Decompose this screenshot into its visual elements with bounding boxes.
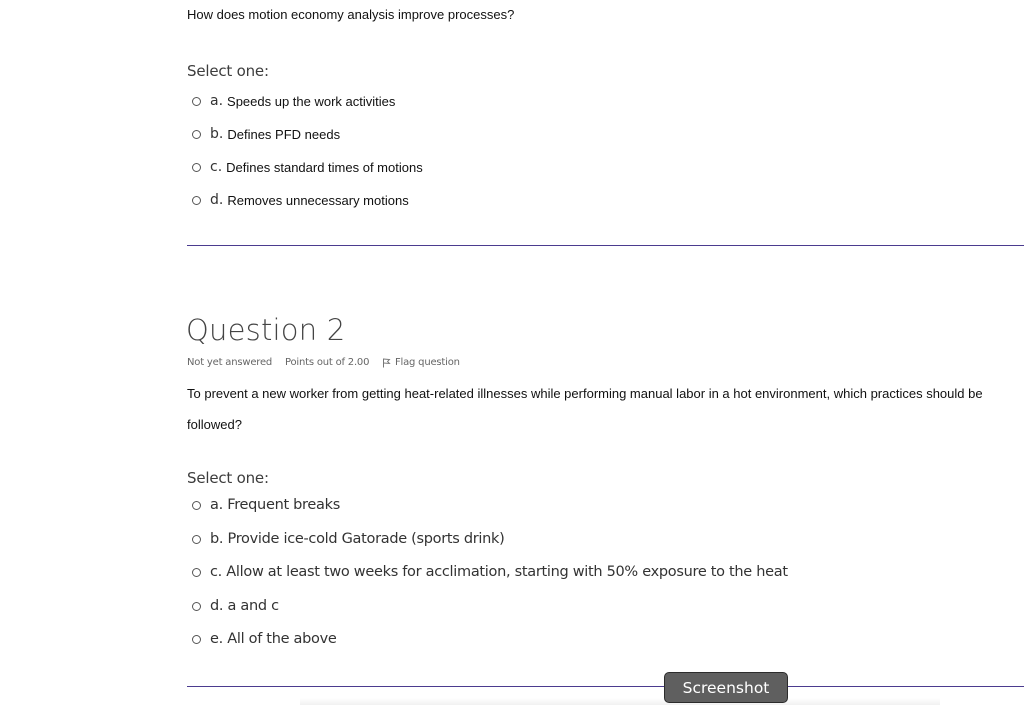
select-one-label: Select one: [187,62,269,80]
option-label: c. Allow at least two weeks for acclimation, starting with 50% exposure to the heat [210,564,788,580]
question-divider [187,245,1024,246]
q2-option-a[interactable] [192,497,340,513]
select-one-label: Select one: [187,469,269,487]
option-label: Removes unnecessary motions [227,192,409,208]
radio-button[interactable] [192,196,201,205]
radio-button[interactable] [192,163,201,172]
flag-question-link[interactable] [382,357,460,368]
radio-button[interactable] [192,635,201,644]
q2-option-e[interactable] [192,631,336,647]
option-label: e. All of the above [210,631,337,647]
overlay-shadow [300,698,940,705]
q1-option-c[interactable] [192,159,423,175]
option-label: Speeds up the work activities [227,93,396,109]
screenshot-button[interactable]: Screenshot [664,672,788,703]
q1-option-a[interactable] [192,93,395,109]
radio-button[interactable] [192,97,201,106]
option-letter: a. [210,93,224,109]
option-label: Defines PFD needs [227,126,341,142]
option-letter: d. [210,192,224,208]
option-label: d. a and c [210,598,279,614]
question-status: Not yet answered [187,357,273,368]
q2-option-b[interactable] [192,531,505,547]
option-letter: b. [210,126,224,142]
question-1-text: How does motion economy analysis improve processes? [187,7,515,22]
radio-button[interactable] [192,501,201,510]
q2-option-d[interactable] [192,598,279,614]
option-label: a. Frequent breaks [210,497,340,513]
radio-button[interactable] [192,568,201,577]
question-2-text: To prevent a new worker from getting heat-related illnesses while performing manual labor in a hot environment, which practices should be followed? [187,386,983,432]
option-label: Defines standard times of motions [226,159,423,175]
radio-button[interactable] [192,130,201,139]
radio-button[interactable] [192,535,201,544]
option-letter: c. [210,159,223,175]
q2-option-c[interactable] [192,564,788,580]
q1-option-d[interactable] [192,192,409,208]
flag-question-label: Flag question [395,357,460,368]
question-divider [187,686,1024,687]
flag-icon [382,358,391,368]
question-2-heading: Question 2 [186,313,346,347]
option-label: b. Provide ice-cold Gatorade (sports drink) [210,531,505,547]
radio-button[interactable] [192,602,201,611]
question-points: Points out of 2.00 [285,357,370,368]
q1-option-b[interactable] [192,126,340,142]
